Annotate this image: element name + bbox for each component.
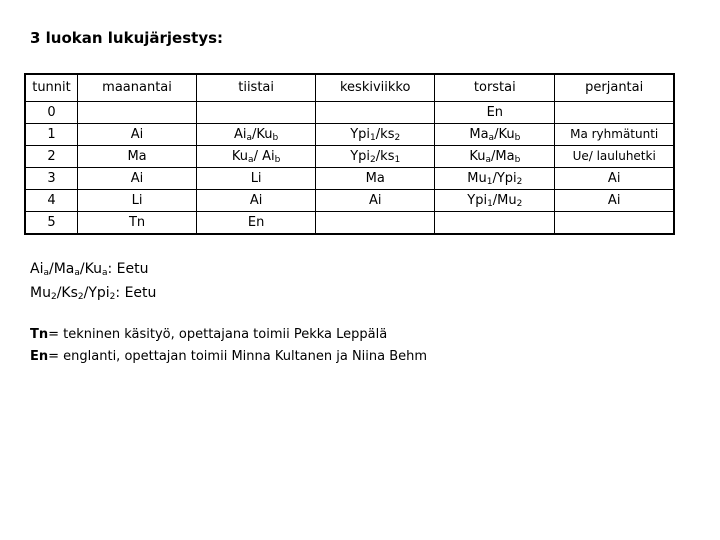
text-part: En (486, 105, 504, 120)
text-part: Ma (365, 171, 385, 186)
table-header-row (25, 74, 674, 102)
subscript: 1 (487, 199, 493, 209)
table-row (25, 146, 674, 168)
text-part: /ks (375, 127, 395, 142)
text-part: Ku (469, 149, 486, 164)
subscript: a (74, 268, 80, 278)
abbreviation-legend (30, 324, 427, 368)
subscript: a (43, 268, 49, 278)
text-part: Li (250, 171, 262, 186)
subscript: 2 (370, 155, 376, 165)
text-part: /Ks (56, 285, 78, 301)
text-part: /Ypi (492, 171, 517, 186)
subscript: a (101, 268, 108, 278)
subscript: a (485, 155, 491, 165)
subscript: 2 (50, 292, 57, 302)
subscript: a (488, 133, 495, 143)
cell-friday (555, 124, 674, 146)
header-cell-friday: perjantai (555, 74, 674, 102)
table-row (25, 124, 674, 146)
text-part: Ai (30, 261, 44, 277)
text-part: /Ku (252, 127, 273, 142)
cell-monday (77, 190, 196, 212)
legend-description: = englanti, opettajan toimii Minna Kultanen ja Niina Behm (48, 349, 428, 364)
subscript: 2 (394, 133, 401, 143)
cell-thursday (435, 212, 555, 235)
note-line (30, 281, 156, 305)
cell-monday (77, 212, 196, 235)
schedule-table (24, 73, 675, 235)
header-cell-tuesday: tiistai (197, 74, 316, 102)
legend-description: = tekninen käsityö, opettajana toimii Pekka Leppälä (48, 327, 388, 342)
text-part: /Ku (79, 261, 102, 277)
cell-tuesday (197, 212, 316, 235)
text-part: /Ma (491, 149, 515, 164)
cell-thursday (435, 146, 555, 168)
cell-friday (555, 168, 674, 190)
legend-line (30, 346, 427, 368)
header-cell-thursday: torstai (435, 74, 555, 102)
text-part: /Mu (492, 193, 517, 208)
text-part: /ks (375, 149, 395, 164)
subscript: 2 (516, 177, 523, 187)
text-part: Ai (130, 127, 144, 142)
schedule-body (25, 74, 674, 234)
text-part: : Eetu (107, 261, 149, 277)
cell-monday (77, 168, 196, 190)
hour-cell: 2 (25, 146, 77, 168)
hour-cell: 0 (25, 102, 77, 124)
cell-wednesday (316, 190, 435, 212)
header-cell-hours: tunnit (25, 74, 77, 102)
subscript: 1 (370, 133, 376, 143)
subscript: 2 (77, 292, 84, 302)
hour-cell: 5 (25, 212, 77, 235)
text-part: Ai (249, 193, 263, 208)
text-part: Ypi (467, 193, 488, 208)
header-cell-monday: maanantai (77, 74, 196, 102)
text-part: Ypi (350, 149, 371, 164)
subscript: 2 (109, 292, 116, 302)
text-part: Ai (607, 193, 621, 208)
text-part: / Ai (253, 149, 275, 164)
subscript: a (246, 133, 253, 143)
text-part: En (247, 215, 265, 230)
cell-thursday (435, 124, 555, 146)
cell-wednesday (316, 124, 435, 146)
cell-tuesday (197, 168, 316, 190)
cell-monday (77, 102, 196, 124)
text-part: Ku (231, 149, 249, 164)
cell-friday (555, 102, 674, 124)
subscript: 1 (486, 177, 493, 187)
table-row (25, 190, 674, 212)
cell-friday (555, 190, 674, 212)
cell-thursday (435, 168, 555, 190)
legend-abbreviation: Tn (30, 327, 49, 342)
text-part: /Ku (494, 127, 515, 142)
subscript: 1 (394, 155, 401, 165)
teacher-notes (30, 257, 156, 305)
cell-tuesday (197, 190, 316, 212)
legend-line (30, 324, 427, 346)
text-part: Ma (127, 149, 147, 164)
table-row (25, 102, 674, 124)
page-title: 3 luokan lukujärjestys: (30, 29, 224, 47)
cell-friday (555, 212, 674, 235)
text-part: Ai (607, 171, 621, 186)
text-part: : Eetu (115, 285, 157, 301)
text-part: Ma ryhmätunti (570, 127, 659, 141)
text-part: Mu (467, 171, 487, 186)
table-row (25, 168, 674, 190)
subscript: b (272, 133, 279, 143)
subscript: a (248, 155, 254, 165)
subscript: b (514, 155, 521, 165)
hour-cell: 1 (25, 124, 77, 146)
cell-wednesday (316, 212, 435, 235)
text-part: Mu (30, 285, 51, 301)
text-part: Li (131, 193, 143, 208)
cell-tuesday (197, 102, 316, 124)
text-part: Ai (234, 127, 247, 142)
note-line (30, 257, 156, 281)
hour-cell: 3 (25, 168, 77, 190)
cell-monday (77, 146, 196, 168)
text-part: Ypi (350, 127, 371, 142)
text-part: Tn (128, 215, 146, 230)
text-part: Ma (469, 127, 489, 142)
cell-thursday (435, 190, 555, 212)
cell-friday (555, 146, 674, 168)
cell-wednesday (316, 146, 435, 168)
subscript: b (274, 155, 281, 165)
text-part: /Ma (48, 261, 75, 277)
subscript: 2 (516, 199, 523, 209)
hour-cell: 4 (25, 190, 77, 212)
cell-tuesday (197, 146, 316, 168)
text-part: /Ypi (83, 285, 110, 301)
cell-wednesday (316, 102, 435, 124)
legend-abbreviation: En (30, 349, 49, 364)
table-row (25, 212, 674, 235)
cell-tuesday (197, 124, 316, 146)
header-cell-wednesday: keskiviikko (316, 74, 435, 102)
text-part: Ai (130, 171, 144, 186)
text-part: Ai (368, 193, 382, 208)
cell-monday (77, 124, 196, 146)
cell-wednesday (316, 168, 435, 190)
text-part: Ue/ lauluhetki (572, 149, 656, 163)
cell-thursday (435, 102, 555, 124)
subscript: b (514, 133, 521, 143)
